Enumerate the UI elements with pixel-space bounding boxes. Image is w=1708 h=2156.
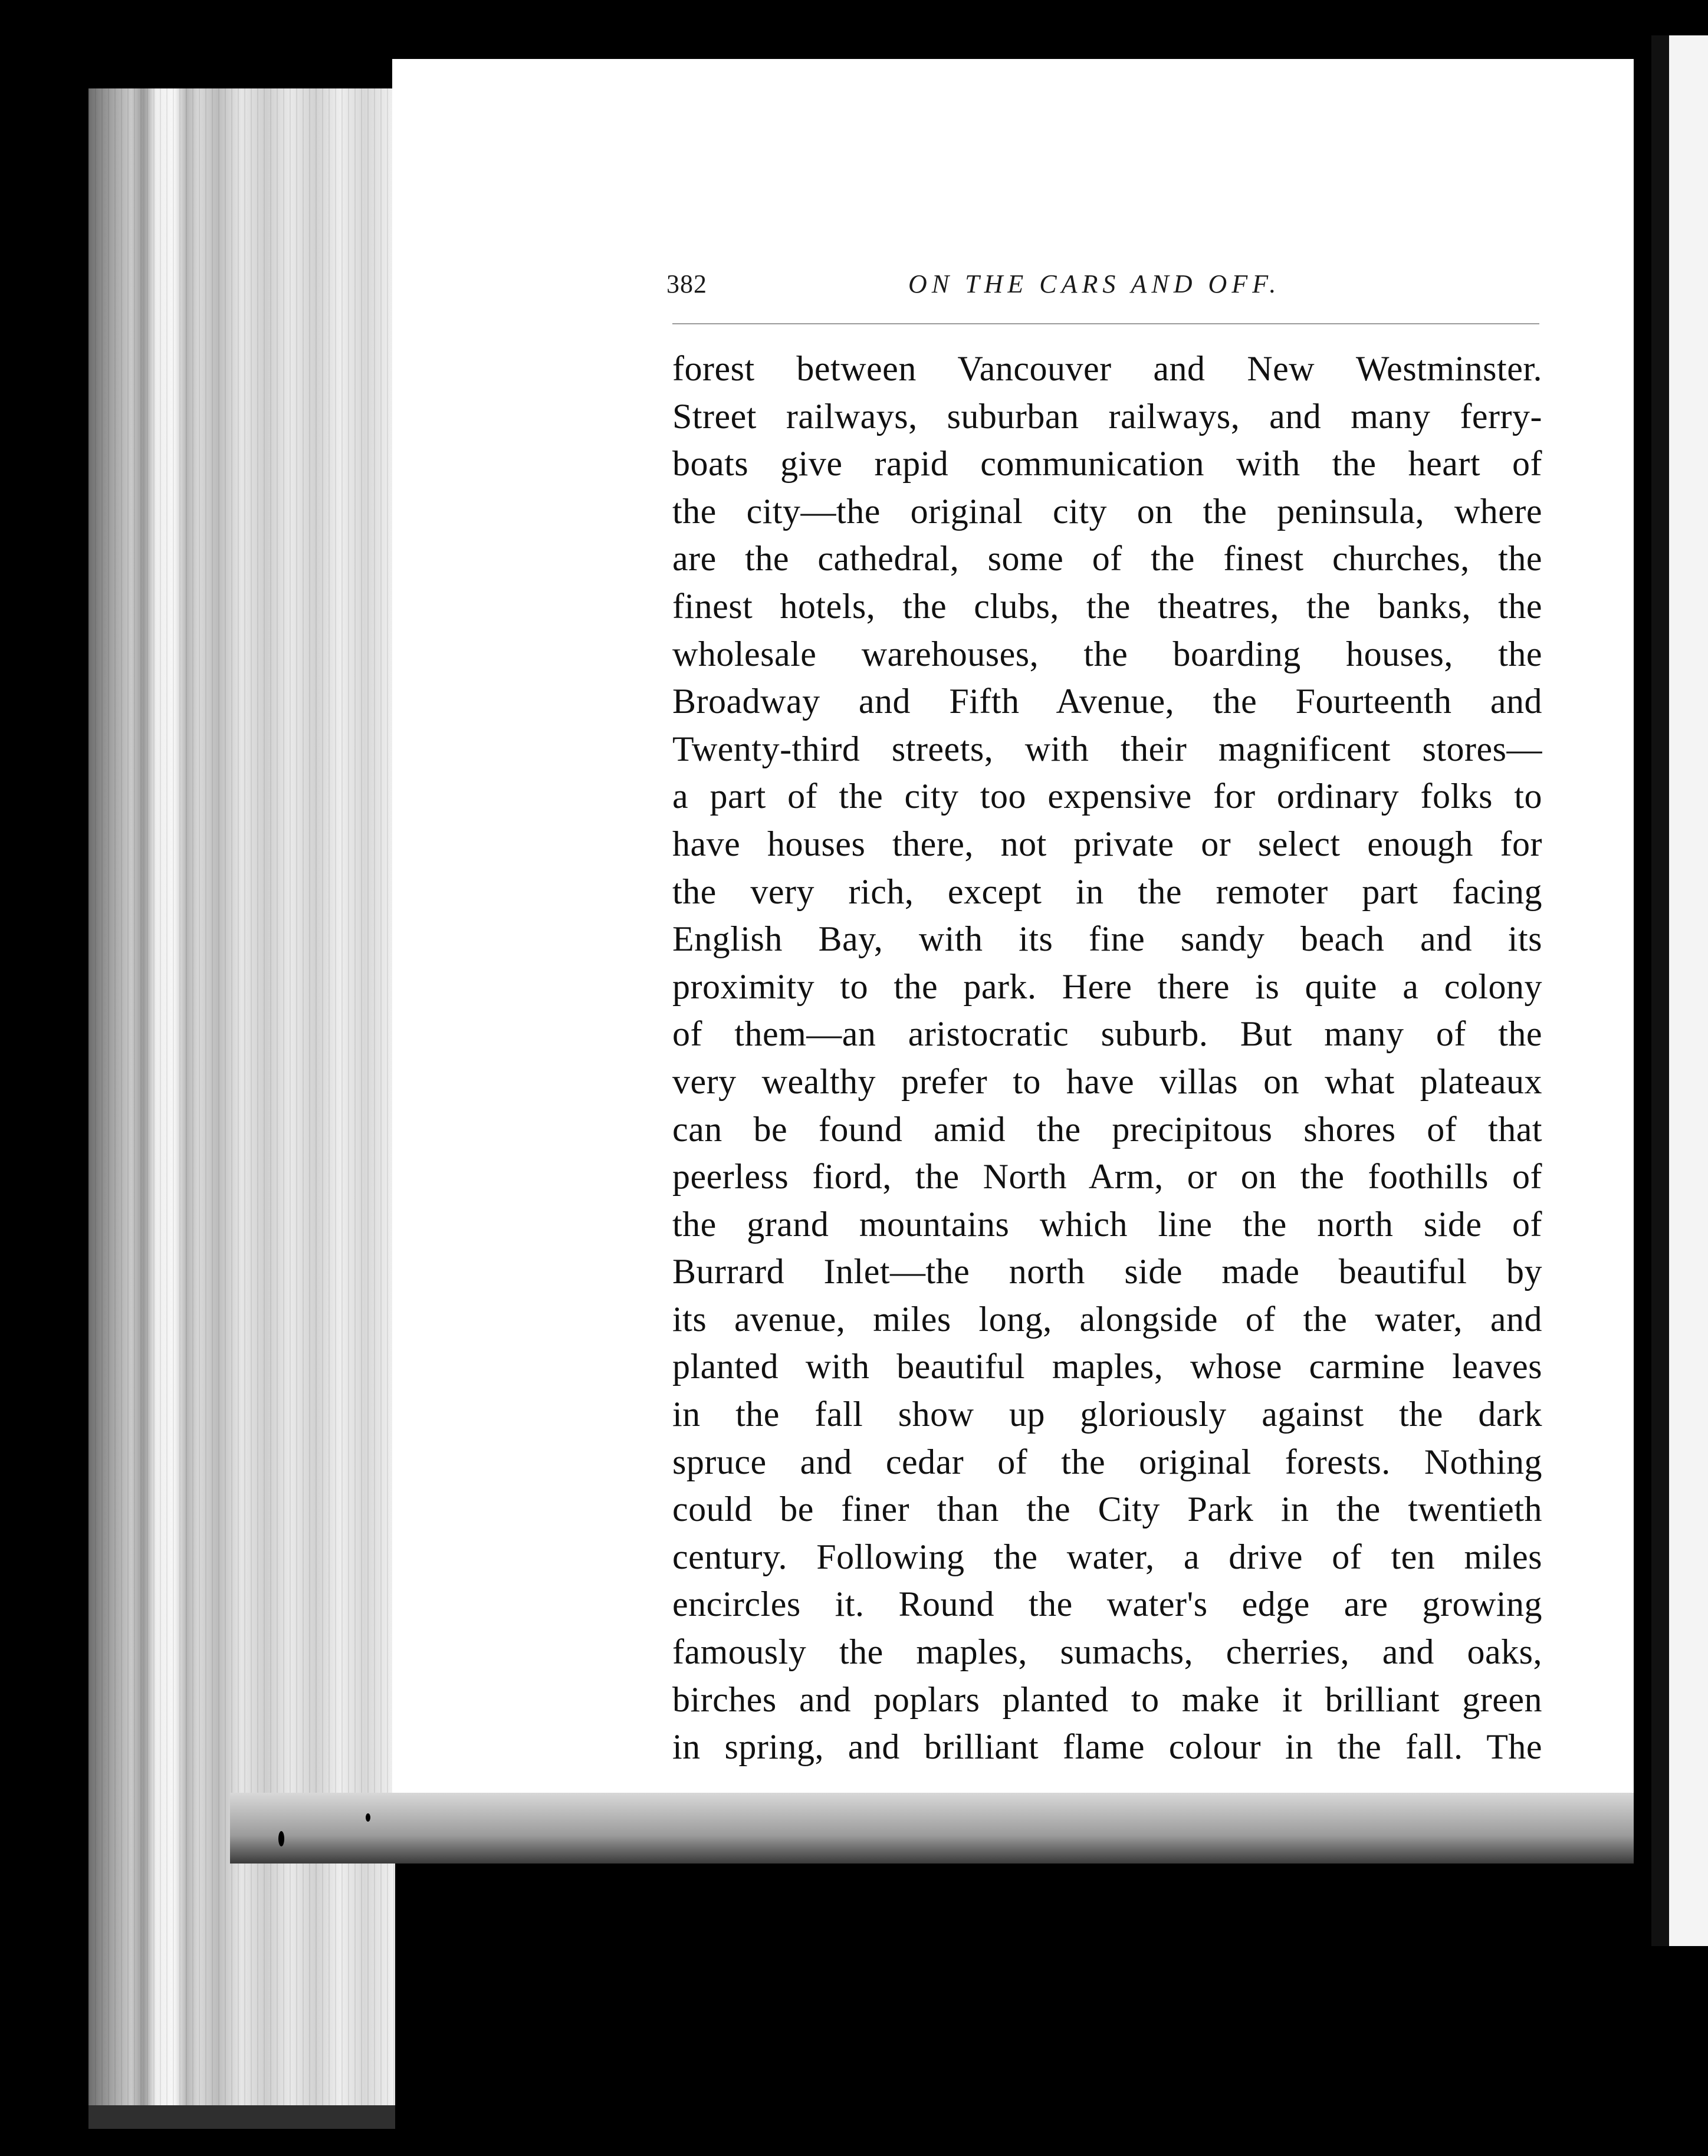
text-line: a part of the city too expensive for ordinary folks to <box>672 777 1542 816</box>
running-title: ON THE CARS AND OFF. <box>908 270 1281 298</box>
binding-mark <box>278 1831 284 1846</box>
text-line: the city—the original city on the peninsula, where <box>672 491 1542 531</box>
text-line: forest between Vancouver and New Westminster. <box>672 349 1542 388</box>
text-line: have houses there, not private or select enough for <box>672 824 1542 863</box>
text-line: wholesale warehouses, the boarding houses, the <box>672 634 1542 673</box>
running-header <box>666 269 1315 304</box>
text-line: can be found amid the precipitous shores of that <box>672 1109 1542 1149</box>
text-line: century. Following the water, a drive of ten miles <box>672 1537 1542 1576</box>
text-line: Street railways, suburban railways, and many ferry- <box>672 396 1542 436</box>
text-line: its avenue, miles long, alongside of the water, and <box>672 1299 1542 1339</box>
text-line: could be finer than the City Park in the twentieth <box>672 1490 1542 1529</box>
body-text <box>672 345 1542 1771</box>
text-line: Broadway and Fifth Avenue, the Fourteenth and <box>672 682 1542 721</box>
text-line: finest hotels, the clubs, the theatres, the banks, the <box>672 586 1542 626</box>
text-line: in spring, and brilliant flame colour in the fall. The <box>672 1727 1542 1767</box>
text-line: the grand mountains which line the north side of <box>672 1204 1542 1244</box>
text-line: encircles it. Round the water's edge are growing <box>672 1585 1542 1624</box>
text-line: in the fall show up gloriously against the dark <box>672 1395 1542 1434</box>
header-rule <box>672 323 1539 324</box>
binding-mark <box>366 1813 370 1822</box>
text-line: the very rich, except in the remoter part facing <box>672 872 1542 911</box>
facing-page-edge <box>1651 35 1708 1946</box>
text-line: boats give rapid communication with the heart of <box>672 444 1542 484</box>
page-bottom-edge <box>230 1793 1634 1864</box>
text-line: English Bay, with its fine sandy beach and its <box>672 919 1542 959</box>
text-line: Burrard Inlet—the north side made beautiful by <box>672 1252 1542 1291</box>
text-line: proximity to the park. Here there is quite a colony <box>672 967 1542 1006</box>
text-line: Twenty-third streets, with their magnificent stores— <box>672 729 1542 768</box>
page-number: 382 <box>666 270 707 298</box>
text-line: peerless fiord, the North Arm, or on the foothills of <box>672 1157 1542 1197</box>
text-line: of them—an aristocratic suburb. But many of the <box>672 1014 1542 1054</box>
text-line: very wealthy prefer to have villas on what plateaux <box>672 1061 1542 1101</box>
text-line: birches and poplars planted to make it brilliant green <box>672 1680 1542 1719</box>
text-line: planted with beautiful maples, whose carmine leaves <box>672 1347 1542 1386</box>
text-line: spruce and cedar of the original forests. Nothing <box>672 1442 1542 1481</box>
text-line: famously the maples, sumachs, cherries, and oaks, <box>672 1632 1542 1672</box>
text-line: are the cathedral, some of the finest churches, the <box>672 539 1542 579</box>
